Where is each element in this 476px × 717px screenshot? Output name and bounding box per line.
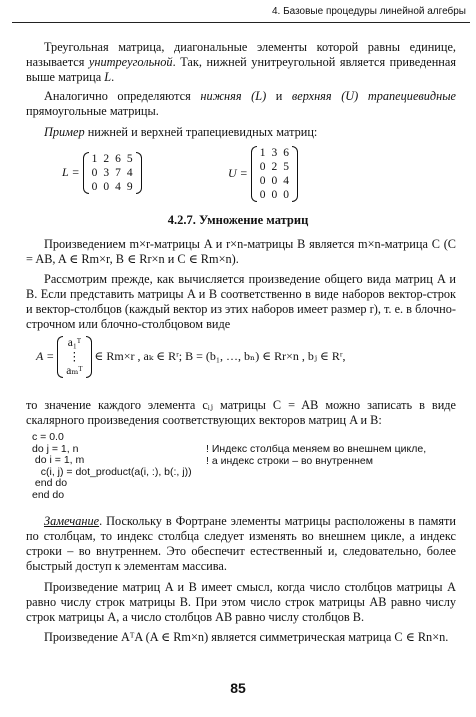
block-formula: A = a₁ᵀ ⋮ aₘᵀ ∈ Rm×r , aₖ ∈ Rʳ; B = (b₁, …, bₙ) ∈ Rr×n , bⱼ ∈ Rʳ, [36, 337, 346, 377]
paragraph-symmetric: Произведение AᵀA (A ∈ Rm×n) является симметрическая матрица C ∈ Rn×n. [44, 630, 449, 644]
code-line: do i = 1, m [32, 454, 85, 467]
matrix-U-cell: 0 [283, 189, 290, 201]
matrix-L-cell: 6 [115, 153, 121, 165]
matrix-U-cell: 0 [259, 189, 266, 201]
running-header: 4. Базовые процедуры линейной алгебры [12, 6, 470, 23]
page-number: 85 [230, 680, 246, 696]
matrix-L-cell: 1 [91, 153, 98, 165]
matrix-L-cell: 0 [91, 181, 98, 193]
code-line: end do [32, 488, 65, 501]
matrix-L-cell: 9 [126, 181, 133, 193]
paragraph-note: Замечание. Поскольку в Фортране элементы матрицы расположены в памяти по столбцам, то индекс столбца следует изменять во внешнем цикле, а индекс строки – во внутреннем. Это обеспечит естественный и, следовательно, более быстрый доступ к элементам массива. [26, 514, 456, 573]
matrix-L-cell: 4 [126, 167, 133, 179]
code-line: end do [32, 477, 68, 490]
code-comment: ! а индекс строки – во внутреннем [206, 454, 373, 467]
matrix-L-cell: 3 [103, 167, 110, 179]
paragraph-blocks: Рассмотрим прежде, как вычисляется произведение общего вида матриц A и B. Если представить матрицы A и B соответственно в виде наборов вектор-строк и вектор-столбцов (каждый вектор из этих наборов имеет размер r), т. е. в блочно-строчном или блочно-столбцовом виде [26, 272, 456, 331]
code-block [32, 432, 192, 502]
block-A-cell: ⋮ [68, 351, 81, 363]
matrix-U: U = 1 3 6 0 2 5 0 0 4 0 0 0 [228, 146, 298, 202]
block-A-cell: aₘᵀ [66, 365, 83, 377]
matrix-U-cell: 6 [283, 147, 290, 159]
paragraph-trapezoidal: Аналогично определяются нижняя (L) и верхняя (U) трапециевидные прямоугольные матрицы. [26, 89, 456, 118]
matrix-L-cell: 2 [103, 153, 110, 165]
matrix-U-cell: 0 [271, 175, 278, 187]
matrix-L: L = 1 2 6 5 0 3 7 4 0 0 4 9 [62, 152, 142, 194]
matrix-U-cell: 0 [259, 161, 266, 173]
section-title: 4.2.7. Умножение матриц [167, 213, 309, 227]
matrix-U-cell: 4 [283, 175, 290, 187]
code-comments [206, 444, 426, 467]
matrix-U-cell: 0 [259, 175, 266, 187]
code-line: c(i, j) = dot_product(a(i, :), b(:, j)) [32, 465, 192, 478]
matrix-U-cell: 3 [271, 147, 278, 159]
code-line: do j = 1, n [32, 442, 79, 455]
code-line: c = 0.0 [32, 431, 64, 443]
matrix-L-cell: 7 [115, 167, 121, 179]
paragraph-elements: то значение каждого элемента cᵢⱼ матрицы C = AB можно записать в виде скалярного произведения соответствующих векторов матриц A и B: [26, 398, 456, 427]
paragraph-product: Произведение матриц A и B имеет смысл, когда число столбцов матрицы A равно числу строк матрицы B. При этом число строк матрицы AB равно числу строк матрицы A, а число столбцов AB равно числу столбцов B. [26, 580, 456, 624]
matrix-L-cell: 4 [115, 181, 121, 193]
matrix-U-cell: 0 [271, 189, 278, 201]
paragraph-example: Пример нижней и верхней трапециевидных матриц: [44, 125, 318, 139]
matrix-L-cell: 5 [126, 153, 133, 165]
code-comment: ! Индекс столбца меняем во внешнем цикле, [206, 443, 427, 455]
matrix-U-cell: 2 [271, 161, 278, 173]
matrix-L-cell: 0 [103, 181, 110, 193]
paragraph-unitriangular: Треугольная матрица, диагональные элементы которой равны единице, называется унитреугольной. Так, нижней унитреугольной является приведенная выше матрица L. [26, 40, 456, 84]
matrix-U-cell: 5 [283, 161, 290, 173]
block-A-cell: a₁ᵀ [67, 337, 82, 349]
matrix-L-cell: 0 [91, 167, 98, 179]
paragraph-definition: Произведением m×r-матрицы A и r×n-матрицы B является m×n-матрица C (C = AB, A ∈ Rm×r, B ∈ Rr×n и C ∈ Rm×n). [26, 237, 456, 266]
matrix-U-cell: 1 [259, 147, 266, 159]
